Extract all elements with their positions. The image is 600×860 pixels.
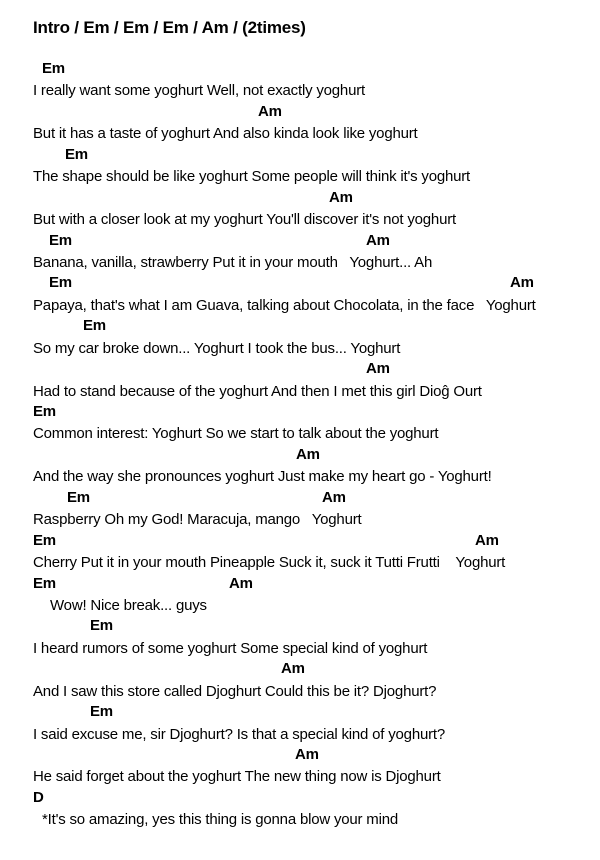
chord-line bbox=[0, 402, 600, 423]
lyric-text: Raspberry Oh my God! Maracuja, mango Yoghurt bbox=[33, 511, 362, 529]
lyric-line bbox=[0, 466, 600, 487]
chord-line bbox=[0, 188, 600, 209]
lyric-text: The shape should be like yoghurt Some people will think it's yoghurt bbox=[33, 168, 471, 186]
song-lines bbox=[0, 59, 600, 831]
chord-label: Am bbox=[281, 660, 305, 678]
chord-label: Em bbox=[90, 617, 113, 635]
lyric-line bbox=[0, 552, 600, 573]
lyric-line bbox=[0, 166, 600, 187]
chord-label: Em bbox=[83, 317, 106, 335]
lyric-line bbox=[0, 724, 600, 745]
lyric-line bbox=[0, 809, 600, 830]
chord-line bbox=[0, 745, 600, 766]
chord-label: Em bbox=[67, 488, 90, 506]
chord-label: Em bbox=[90, 703, 113, 721]
lyric-text: Banana, vanilla, strawberry Put it in your mouth Yoghurt... Ah bbox=[33, 253, 433, 271]
chord-label: Am bbox=[258, 102, 282, 120]
lyric-line bbox=[0, 338, 600, 359]
intro-chord-progression: Intro / Em / Em / Em / Am / (2times) bbox=[33, 18, 306, 37]
chord-line bbox=[0, 59, 600, 80]
lyric-text: Had to stand because of the yoghurt And then I met this girl Dioĝ Ourt bbox=[33, 382, 482, 400]
chord-label: Am bbox=[510, 274, 534, 292]
lyric-text: But it has a taste of yoghurt And also kinda look like yoghurt bbox=[33, 125, 418, 143]
chord-label: Am bbox=[329, 188, 353, 206]
lyric-text: So my car broke down... Yoghurt I took the bus... Yoghurt bbox=[33, 339, 401, 357]
lyric-line bbox=[0, 595, 600, 616]
chord-label: Am bbox=[366, 231, 390, 249]
lyric-line bbox=[0, 123, 600, 144]
lyric-text: And I saw this store called Djoghurt Could this be it? Djoghurt? bbox=[33, 682, 437, 700]
chord-label: Em bbox=[33, 403, 56, 420]
lyric-text: I really want some yoghurt Well, not exactly yoghurt bbox=[33, 82, 365, 100]
chord-line bbox=[0, 359, 600, 380]
chord-line bbox=[0, 445, 600, 466]
lyric-line bbox=[0, 381, 600, 402]
lyric-line bbox=[0, 681, 600, 702]
chord-label: Am bbox=[475, 531, 499, 549]
lyric-text: Cherry Put it in your mouth Pineapple Suck it, suck it Tutti Frutti Yoghurt bbox=[33, 554, 506, 572]
chord-label: Em bbox=[49, 231, 72, 249]
lyric-text: I said excuse me, sir Djoghurt? Is that a special kind of yoghurt? bbox=[33, 725, 446, 743]
chord-label: Am bbox=[295, 746, 319, 763]
lyric-text: Papaya, that's what I am Guava, talking about Chocolata, in the face Yoghurt bbox=[33, 296, 536, 314]
chord-label: Em bbox=[49, 274, 72, 292]
chord-line bbox=[0, 702, 600, 723]
lyric-line bbox=[0, 423, 600, 444]
chord-line bbox=[0, 488, 600, 509]
chord-line bbox=[0, 145, 600, 166]
chord-label: Am bbox=[366, 360, 390, 378]
chord-label: Em bbox=[65, 145, 88, 163]
chord-label: Am bbox=[322, 488, 346, 506]
chord-label: D bbox=[33, 788, 44, 806]
chord-line bbox=[0, 231, 600, 252]
chord-label: Em bbox=[33, 531, 56, 549]
chord-label: Am bbox=[296, 445, 320, 463]
lyric-line bbox=[0, 295, 600, 316]
chord-line bbox=[0, 574, 600, 595]
lyric-line bbox=[0, 509, 600, 530]
chord-label: Am bbox=[229, 574, 253, 592]
lyric-text: He said forget about the yoghurt The new thing now is Djoghurt bbox=[33, 768, 441, 786]
lyric-text: I heard rumors of some yoghurt Some special kind of yoghurt bbox=[33, 639, 428, 657]
chord-line bbox=[0, 531, 600, 552]
lyric-line bbox=[0, 252, 600, 273]
lyric-line bbox=[0, 209, 600, 230]
chord-line bbox=[0, 616, 600, 637]
chord-line bbox=[0, 659, 600, 680]
lyric-text: But with a closer look at my yoghurt You'll discover it's not yoghurt bbox=[33, 211, 456, 229]
chord-line bbox=[0, 102, 600, 123]
lyric-text: And the way she pronounces yoghurt Just make my heart go - Yoghurt! bbox=[33, 468, 492, 486]
lyric-line bbox=[0, 80, 600, 101]
lyric-text: Common interest: Yoghurt So we start to talk about the yoghurt bbox=[33, 425, 439, 443]
chord-line bbox=[0, 788, 600, 809]
lyric-text: *It's so amazing, yes this thing is gonna blow your mind bbox=[42, 811, 399, 829]
chord-line bbox=[0, 316, 600, 337]
lyric-text: Wow! Nice break... guys bbox=[50, 596, 207, 614]
lyric-line bbox=[0, 766, 600, 787]
lyric-line bbox=[0, 638, 600, 659]
chord-label: Em bbox=[42, 60, 65, 77]
chord-line bbox=[0, 273, 600, 294]
chord-label: Em bbox=[33, 574, 56, 592]
